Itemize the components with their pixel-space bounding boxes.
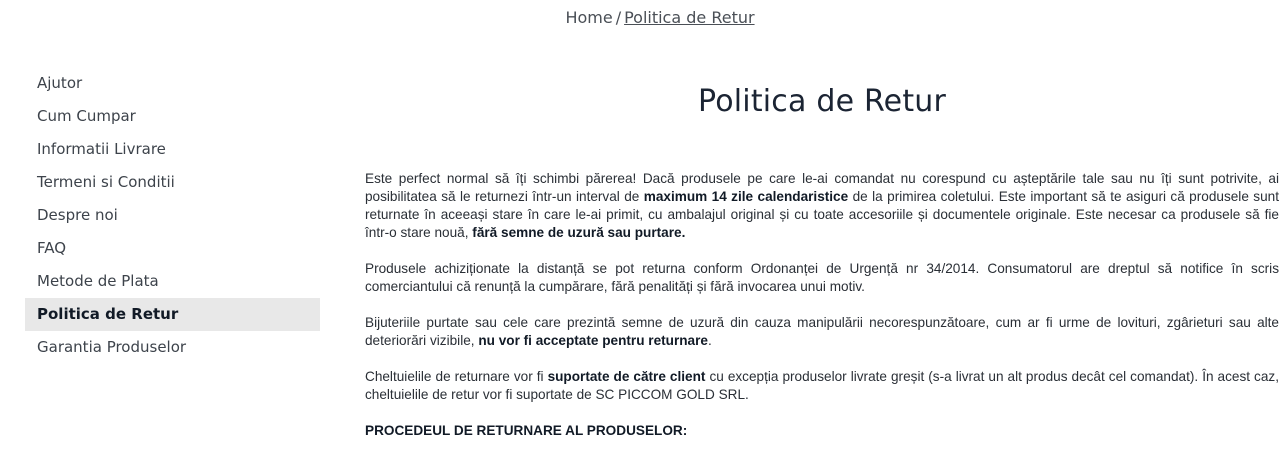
sidebar-item-politica-de-retur[interactable]: Politica de Retur bbox=[25, 298, 320, 331]
section-heading-return-procedure: PROCEDEUL DE RETURNARE AL PRODUSELOR: bbox=[365, 423, 688, 438]
paragraph-legal-basis: Produsele achiziționate la distanță se pot returna conform Ordonanței de Urgență nr 34/2014. Consumatorul are dreptul să notifice în scris comerciantului că renunță la cumpărare, fără penalități și fără invocarea unui motiv. bbox=[365, 261, 1279, 294]
paragraph-return-period-bold-condition: fără semne de uzură sau purtare. bbox=[472, 225, 686, 240]
paragraph-return-period-text-c: de la primirea coletului. Este important să te asiguri că produsele sunt returnate în aceeași stare în care le-ai primit, cu ambalajul original și cu toate accesoriile și documentele originale. Este necesar ca produsele să fie într-o stare nouă, bbox=[365, 189, 1279, 240]
paragraph-return-costs-bold: suportate de către client bbox=[547, 369, 706, 384]
sidebar-item-despre-noi[interactable]: Despre noi bbox=[37, 206, 118, 224]
policy-text bbox=[365, 170, 1279, 458]
sidebar-menu bbox=[25, 67, 320, 364]
paragraph-return-costs-text-a: Cheltuielile de returnare vor fi bbox=[365, 369, 548, 384]
paragraph-return-period-bold-days: maximum 14 zile calendaristice bbox=[643, 189, 849, 204]
paragraph-worn-jewelry-bold: nu vor fi acceptate pentru returnare bbox=[478, 333, 708, 348]
paragraph-worn-jewelry bbox=[365, 314, 1279, 350]
sidebar-item-termeni-si-conditii[interactable]: Termeni si Conditii bbox=[37, 173, 175, 191]
sidebar-item-ajutor[interactable]: Ajutor bbox=[37, 74, 83, 92]
sidebar-item-informatii-livrare[interactable]: Informatii Livrare bbox=[37, 140, 166, 158]
breadcrumb bbox=[0, 8, 1288, 27]
paragraph-worn-jewelry-text-a: Bijuteriile purtate sau cele care prezintă semne de uzură din cauza manipulării necorespunzătoare, cum ar fi urme de lovituri, zgârieturi sau alte deteriorări vizibile, bbox=[365, 315, 1279, 348]
paragraph-worn-jewelry-text-c: . bbox=[707, 333, 712, 348]
paragraph-return-period-text-a: Este perfect normal să îți schimbi părerea! Dacă produsele pe care le-ai comandat nu corespund cu așteptările tale sau nu îți sunt potrivite, ai posibilitatea să le returnezi într-un interval de bbox=[365, 171, 1279, 204]
sidebar-item-garantia-produselor[interactable]: Garantia Produselor bbox=[37, 338, 187, 356]
sidebar-item-metode-de-plata[interactable]: Metode de Plata bbox=[37, 272, 159, 290]
sidebar-item-faq[interactable]: FAQ bbox=[37, 239, 67, 257]
breadcrumb-home-link[interactable]: Home bbox=[565, 8, 613, 27]
page-title: Politica de Retur bbox=[697, 84, 947, 119]
sidebar-item-cum-cumpar[interactable]: Cum Cumpar bbox=[37, 107, 136, 125]
paragraph-return-costs-text-c: cu excepția produselor livrate greșit (s-a livrat un alt produs decât cel comandat). În acest caz, cheltuielile de retur vor fi suportate de SC PICCOM GOLD SRL. bbox=[365, 369, 1279, 402]
breadcrumb-separator: / bbox=[615, 8, 622, 27]
paragraph-return-costs bbox=[365, 368, 1279, 404]
paragraph-return-period bbox=[365, 170, 1279, 242]
breadcrumb-current-link[interactable]: Politica de Retur bbox=[624, 8, 755, 27]
